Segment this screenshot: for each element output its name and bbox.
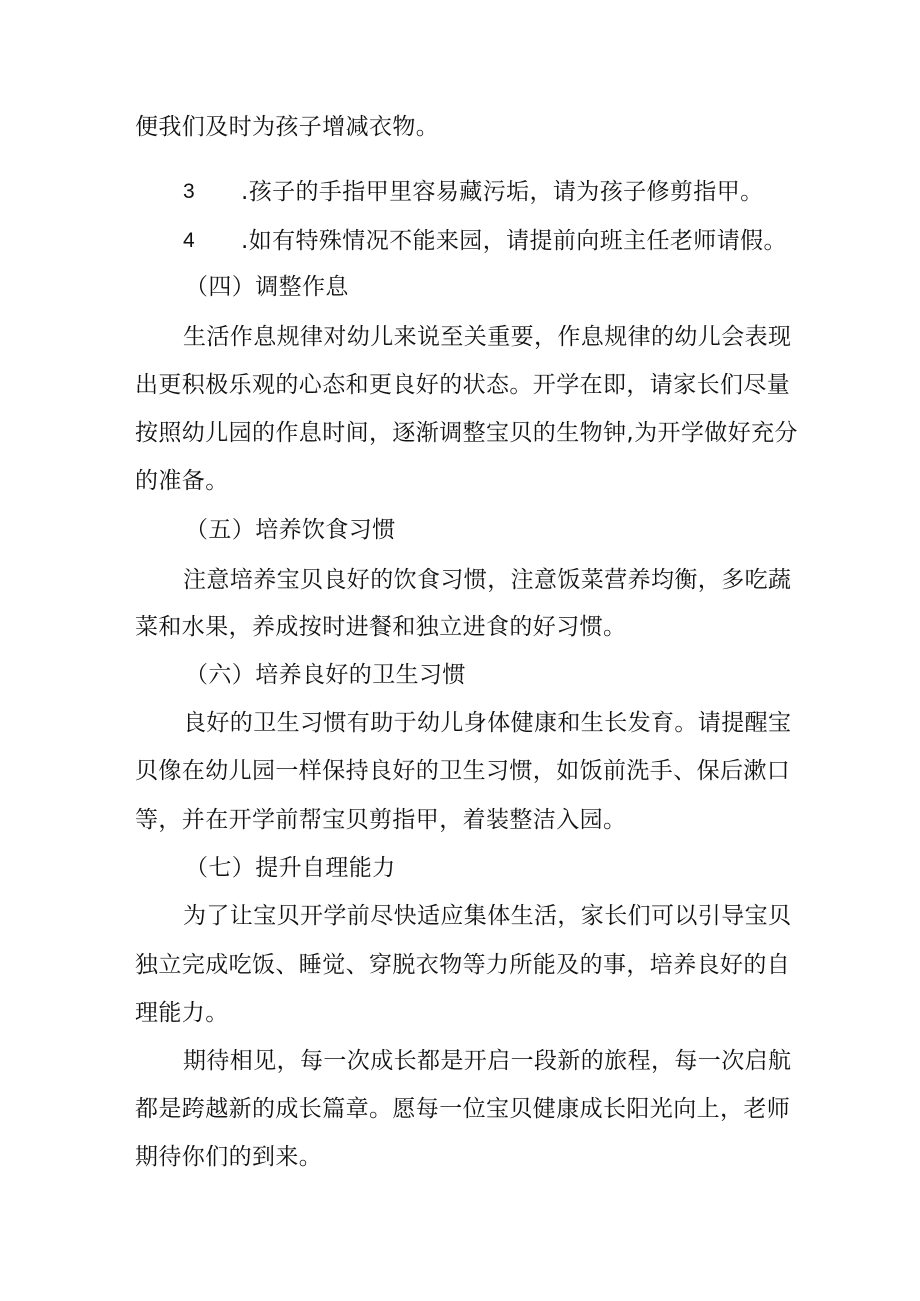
paragraph-line: 独立完成吃饭、睡觉、穿脱衣物等力所能及的事，培养良好的自 (135, 952, 791, 978)
section-heading: （四）调整作息 (185, 274, 349, 300)
paragraph-line: 等，并在开学前帮宝贝剪指甲，着装整洁入园。 (135, 807, 627, 833)
paragraph-line: 出更积极乐观的心态和更良好的状态。开学在即，请家长们尽量 (135, 372, 791, 398)
paragraph-line: 期待你们的到来。 (135, 1144, 323, 1170)
paragraph-line: 期待相见，每一次成长都是开启一段新的旅程，每一次启航 (183, 1048, 792, 1074)
section-heading: （六）培养良好的卫生习惯 (185, 662, 466, 688)
paragraph-line: 按照幼儿园的作息时间，逐渐调整宝贝的生物钟,为开学做好充分 (135, 420, 798, 446)
paragraph-line: 注意培养宝贝良好的饮食习惯，注意饭菜营养均衡，多吃蔬 (183, 567, 792, 593)
paragraph-line: 理能力。 (135, 1000, 229, 1026)
list-number: 4 (183, 229, 195, 252)
list-number: 3 (183, 180, 195, 203)
paragraph-line: 都是跨越新的成长篇章。愿每一位宝贝健康成长阳光向上，老师 (135, 1096, 791, 1122)
paragraph-line: 便我们及时为孩子增减衣物。 (135, 114, 440, 140)
paragraph-line: 良好的卫生习惯有助于幼儿身体健康和生长发育。请提醒宝 (183, 710, 792, 736)
section-heading: （五）培养饮食习惯 (185, 517, 396, 543)
paragraph-line: 为了让宝贝开学前尽快适应集体生活，家长们可以引导宝贝 (183, 903, 792, 929)
list-item-text: .孩子的手指甲里容易藏污垢，请为孩子修剪指甲。 (241, 179, 764, 205)
list-item-text: .如有特殊情况不能来园，请提前向班主任老师请假。 (241, 228, 787, 254)
paragraph-line: 菜和水果，养成按时进餐和独立进食的好习惯。 (135, 614, 627, 640)
paragraph-line: 的准备。 (135, 468, 229, 494)
paragraph-line: 贝像在幼儿园一样保持良好的卫生习惯，如饭前洗手、保后漱口 (135, 758, 791, 784)
section-heading: （七）提升自理能力 (185, 855, 396, 881)
paragraph-line: 生活作息规律对幼儿来说至关重要，作息规律的幼儿会表现 (183, 324, 792, 350)
